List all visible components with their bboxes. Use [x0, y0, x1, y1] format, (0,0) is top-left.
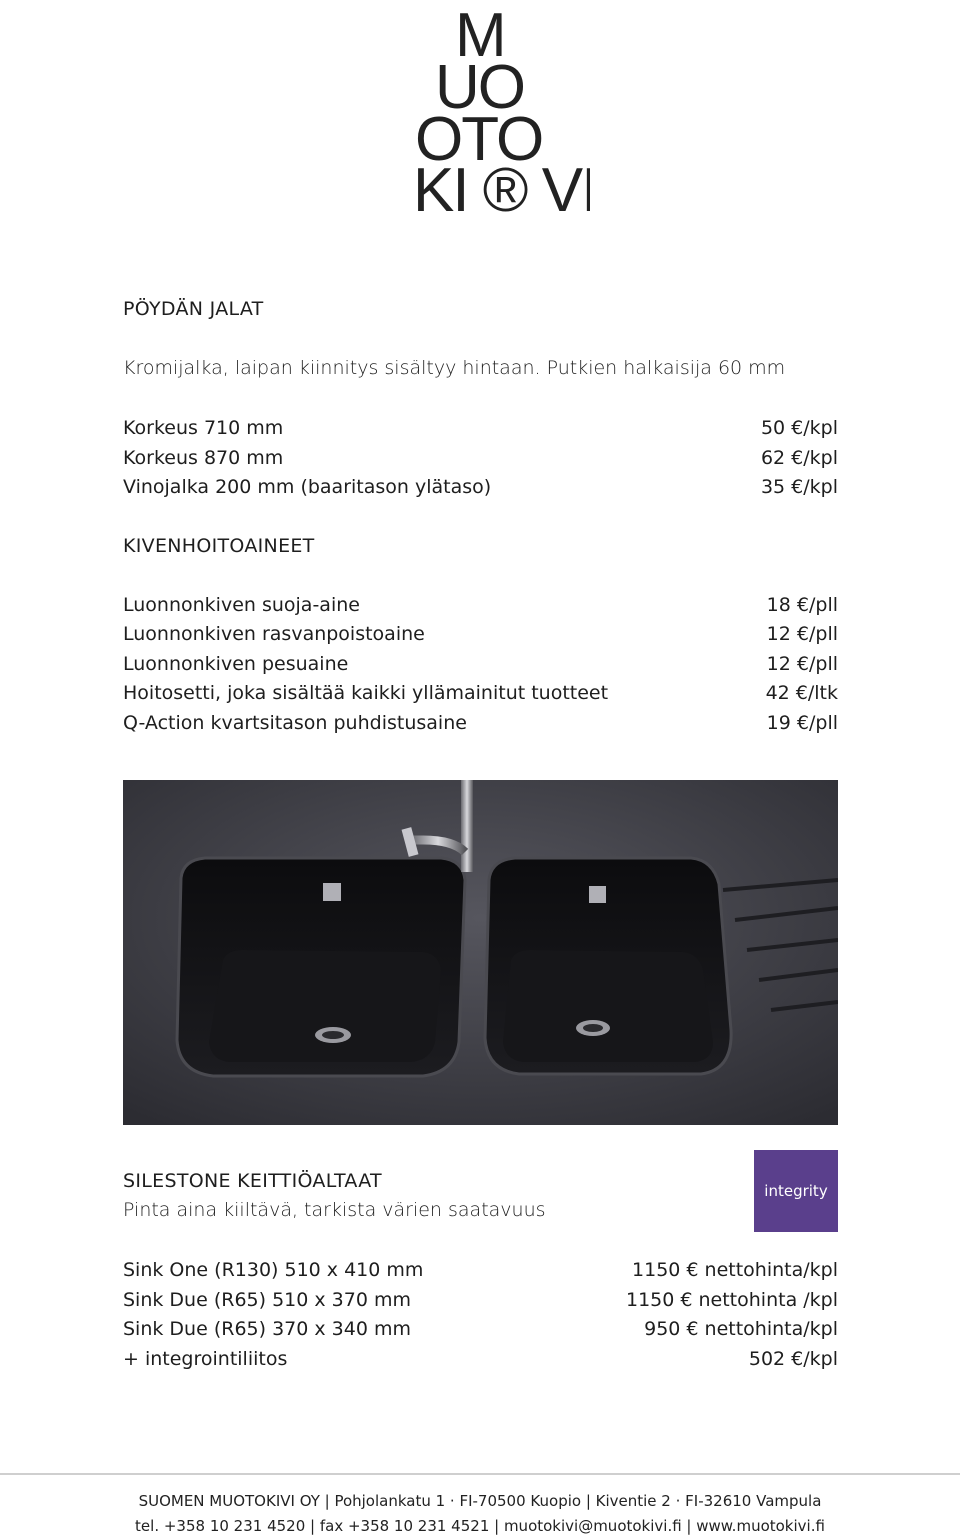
- sink-photo: [123, 780, 838, 1125]
- price-row: [123, 619, 838, 649]
- item-label: Hoitosetti, joka sisältää kaikki yllämainitut tuotteet: [123, 682, 609, 704]
- logo-line-3: OTO: [415, 105, 543, 174]
- item-price: 19 €/pll: [766, 712, 838, 734]
- price-row: [123, 1255, 838, 1285]
- item-label: Sink One (R130) 510 x 410 mm: [123, 1259, 424, 1281]
- price-row: [123, 472, 838, 502]
- price-row: [123, 443, 838, 473]
- sinks-heading: SILESTONE KEITTIÖALTAAT: [123, 1170, 382, 1192]
- item-price: 12 €/pll: [766, 623, 838, 645]
- item-price: 18 €/pll: [766, 594, 838, 616]
- item-price: 1150 € nettohinta /kpl: [625, 1289, 838, 1311]
- logo-line-4: KI ® VI: [413, 156, 590, 217]
- care-heading: KIVENHOITOAINEET: [123, 535, 315, 557]
- logo-line-1: M: [455, 2, 505, 70]
- item-label: Luonnonkiven suoja-aine: [123, 594, 360, 616]
- price-row: [123, 590, 838, 620]
- footer-address: SUOMEN MUOTOKIVI OY | Pohjolankatu 1 · FI-70500 Kuopio | Kiventie 2 · FI-32610 Vampula: [138, 1492, 822, 1510]
- price-row: [123, 649, 838, 679]
- item-label: + integrointiliitos: [123, 1348, 288, 1370]
- item-price: 50 €/kpl: [760, 417, 838, 439]
- item-label: Luonnonkiven rasvanpoistoaine: [123, 623, 425, 645]
- item-label: Sink Due (R65) 510 x 370 mm: [123, 1289, 411, 1311]
- item-price: 42 €/ltk: [765, 682, 838, 704]
- sinks-subtitle: Pinta aina kiiltävä, tarkista värien saatavuus: [123, 1199, 546, 1221]
- company-logo: [380, 2, 590, 217]
- item-label: Korkeus 710 mm: [123, 417, 284, 439]
- item-price: 950 € nettohinta/kpl: [644, 1318, 838, 1340]
- item-label: Luonnonkiven pesuaine: [123, 653, 349, 675]
- price-row: [123, 1285, 838, 1315]
- price-row: [123, 1314, 838, 1344]
- legs-description: Kromijalka, laipan kiinnitys sisältyy hintaan. Putkien halkaisija 60 mm: [123, 357, 786, 379]
- price-row: [123, 1344, 838, 1374]
- item-label: Sink Due (R65) 370 x 340 mm: [123, 1318, 411, 1340]
- item-price: 35 €/kpl: [760, 476, 838, 498]
- footer-divider: [0, 1473, 960, 1475]
- footer-contact: tel. +358 10 231 4520 | fax +358 10 231 4521 | muotokivi@muotokivi.fi | www.muotokivi.fi: [135, 1517, 825, 1535]
- item-label: Korkeus 870 mm: [123, 447, 284, 469]
- item-price: 62 €/kpl: [760, 447, 838, 469]
- price-row: [123, 678, 838, 708]
- item-price: 1150 € nettohinta/kpl: [632, 1259, 838, 1281]
- item-label: Vinojalka 200 mm (baaritason ylätaso): [123, 476, 492, 498]
- price-row: [123, 413, 838, 443]
- integrity-logo: [754, 1150, 838, 1232]
- logo-line-2: UO: [435, 53, 524, 122]
- integrity-logo-text: integrity: [764, 1182, 828, 1200]
- item-price: 502 €/kpl: [748, 1348, 838, 1370]
- legs-heading: PÖYDÄN JALAT: [123, 298, 264, 320]
- price-row: [123, 708, 838, 738]
- item-label: Q-Action kvartsitason puhdistusaine: [123, 712, 467, 734]
- item-price: 12 €/pll: [766, 653, 838, 675]
